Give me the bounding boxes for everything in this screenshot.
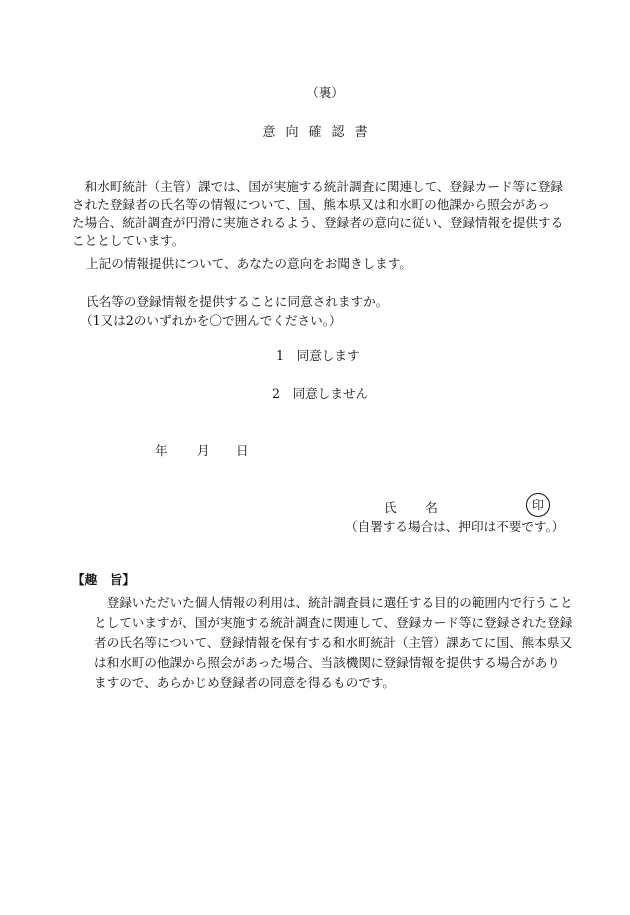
consent-instruction: （1又は2のいずれかを〇で囲んでください。） [80, 313, 342, 328]
signature-note: （自署する場合は、押印は不要です。） [345, 519, 565, 534]
intro-line: こととしています。 [72, 233, 185, 248]
option-disagree[interactable]: 2 同意しません [272, 386, 369, 401]
date-day-label: 日 [236, 443, 249, 458]
purpose-line: としていますが、国が実施する統計調査に関連して、登録カード等に登録された登録 [94, 615, 573, 630]
intro-question: 上記の情報提供について、あなたの意向をお聞きします。 [86, 256, 412, 271]
purpose-line: 者の氏名等について、登録情報を保有する和水町統計（主管）課あてに国、熊本県又 [94, 635, 573, 650]
page-side-label: （裏） [306, 85, 344, 100]
intro-line: された登録者の氏名等の情報について、国、熊本県又は和水町の他課から照会があっ [72, 197, 550, 212]
purpose-line: は和水町の他課から照会があった場合、当該機関に登録情報を提供する場合があり [94, 655, 560, 670]
intro-paragraph [72, 178, 572, 250]
seal-mark: 印 [526, 493, 550, 517]
purpose-line: 登録いただいた個人情報の利用は、統計調査員に選任する目的の範囲内で行うこと [94, 595, 573, 610]
name-label: 氏 名 [384, 500, 446, 515]
purpose-paragraph [94, 593, 573, 693]
intro-line: 和水町統計（主管）課では、国が実施する統計調査に関連して、登録カード等に登録 [72, 179, 563, 194]
option-agree[interactable]: 1 同意します [276, 348, 360, 363]
purpose-heading: 【趣 旨】 [72, 572, 135, 587]
intro-line: た場合、統計調査が円滑に実施されるよう、登録者の意向に従い、登録情報を提供する [72, 215, 564, 230]
document-title: 意向確認書 [262, 125, 378, 140]
purpose-line: ますので、あらかじめ登録者の同意を得るものです。 [94, 675, 395, 690]
consent-question: 氏名等の登録情報を提供することに同意されますか。 [86, 294, 389, 309]
date-year-label: 年 [155, 443, 168, 458]
date-month-label: 月 [197, 443, 210, 458]
